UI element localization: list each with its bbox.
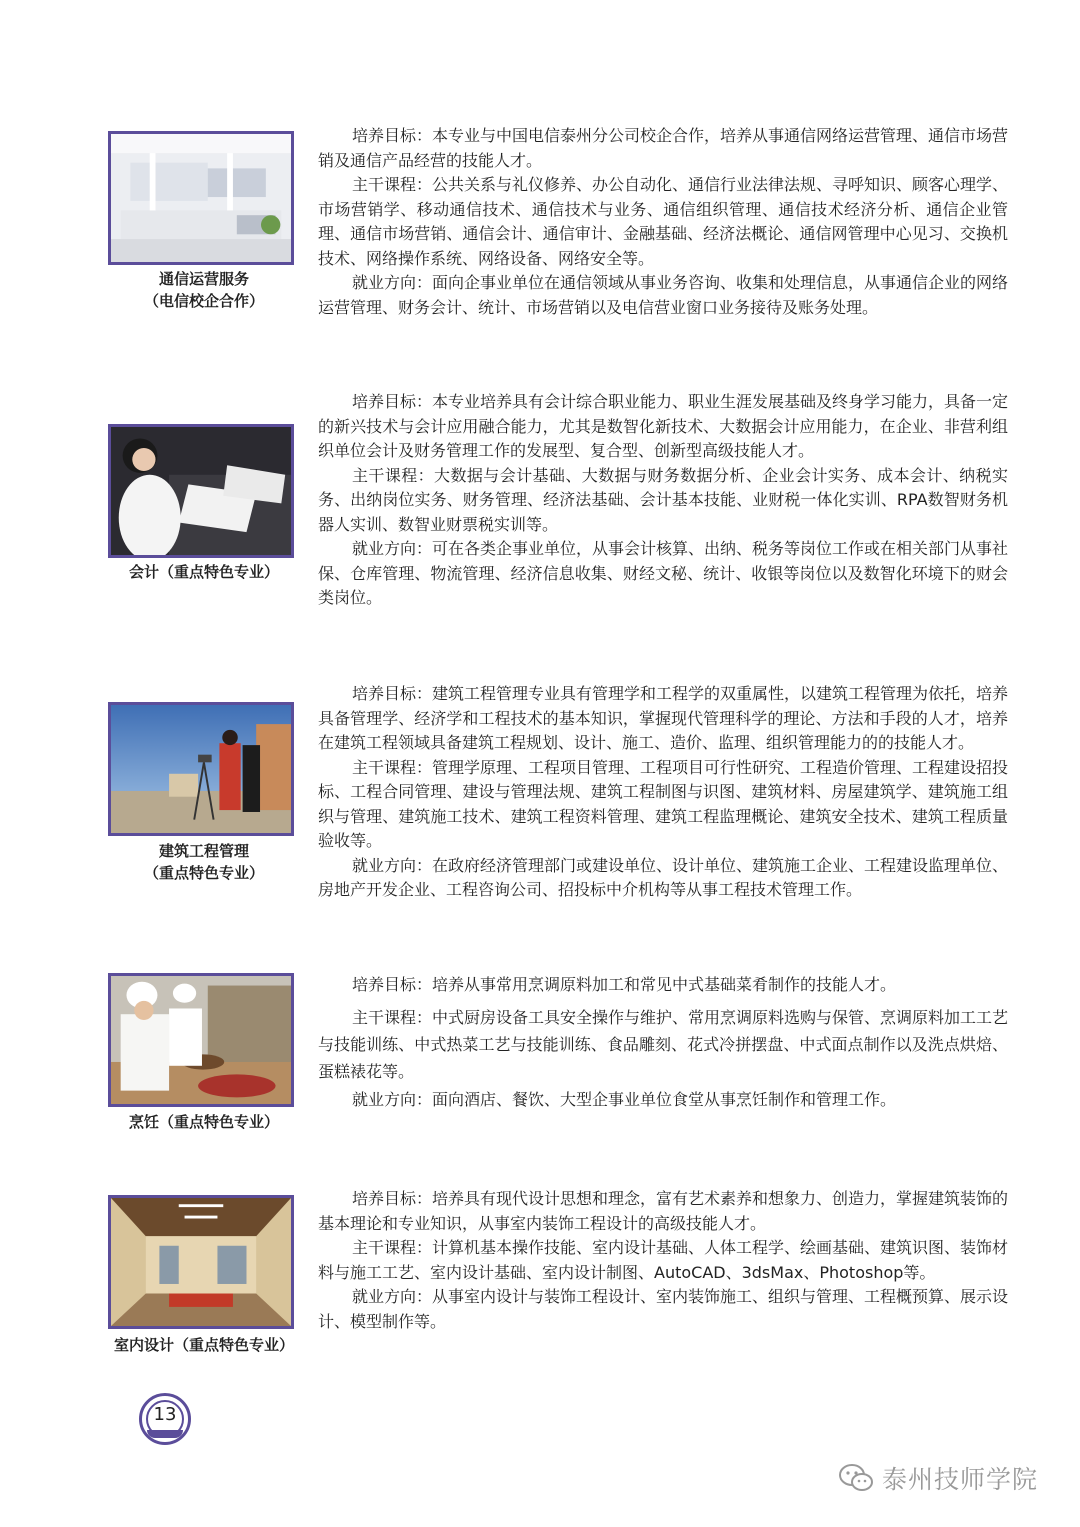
main-courses: 主干课程：计算机基本操作技能、室内设计基础、人体工程学、绘画基础、建筑识图、装饰材料与施工工艺、室内设计基础、室内设计制图、AutoCAD、3dsMax、Photoshop等。 bbox=[318, 1238, 1009, 1282]
main-courses: 主干课程：公共关系与礼仪修养、办公自动化、通信行业法律法规、寻呼知识、顾客心理学、市场营销学、移动通信技术、通信技术与业务、通信组织管理、通信技术经济分析、通信企业管理、通信市场营销、通信会计、通信审计、金融基础、经济法概论、通信网管理中心见习、交换机技术、网络操作系统、网络设备、网络安全等。 bbox=[318, 175, 1009, 268]
program-description bbox=[318, 682, 1008, 903]
caption-line: 室内设计（重点特色专业） bbox=[113, 1336, 294, 1354]
program-description bbox=[318, 1187, 1008, 1334]
watermark-text: 泰州技师学院 bbox=[882, 1465, 1039, 1494]
career-direction: 就业方向：从事室内设计与装饰工程设计、室内装饰施工、组织与管理、工程概预算、展示设计、模型制作等。 bbox=[318, 1287, 1009, 1331]
caption-line: （重点特色专业） bbox=[143, 864, 264, 882]
page-number: 13 bbox=[146, 1400, 184, 1438]
caption-line: 会计（重点特色专业） bbox=[128, 563, 279, 581]
caption-line: 通信运营服务 bbox=[158, 270, 249, 288]
program-photo-wrap bbox=[108, 702, 300, 836]
construction-survey-photo bbox=[108, 702, 294, 836]
training-goal: 培养目标：培养具有现代设计思想和理念，富有艺术素养和想象力、创造力，掌握建筑装饰的基本理论和专业知识，从事室内装饰工程设计的高级技能人才。 bbox=[318, 1189, 1009, 1233]
program-description bbox=[318, 973, 1008, 1112]
program-caption bbox=[98, 268, 310, 312]
cooking-class-photo bbox=[108, 973, 294, 1107]
page-number-band bbox=[147, 1430, 183, 1438]
program-caption bbox=[98, 1111, 310, 1133]
career-direction: 就业方向：面向酒店、餐饮、大型企事业单位食堂从事烹饪制作和管理工作。 bbox=[352, 1089, 897, 1109]
program-caption bbox=[98, 840, 310, 884]
training-goal: 培养目标：培养从事常用烹调原料加工和常见中式基础菜肴制作的技能人才。 bbox=[352, 975, 897, 994]
program-photo-wrap bbox=[108, 1195, 300, 1329]
career-direction: 就业方向：可在各类企事业单位，从事会计核算、出纳、税务等岗位工作或在相关部门从事社保、仓库管理、物流管理、经济信息收集、财经文秘、统计、收银等岗位以及数智化环境下的财会类岗位。 bbox=[318, 539, 1009, 607]
career-direction: 就业方向：在政府经济管理部门或建设单位、设计单位、建筑施工企业、工程建设监理单位、房地产开发企业、工程咨询公司、招投标中介机构等从事工程技术管理工作。 bbox=[318, 855, 1009, 899]
caption-line: （电信校企合作） bbox=[143, 292, 264, 310]
wechat-icon bbox=[838, 1463, 874, 1493]
program-caption bbox=[98, 561, 310, 583]
training-goal: 培养目标：建筑工程管理专业具有管理学和工程学的双重属性，以建筑工程管理为依托，培养具备管理学、经济学和工程技术的基本知识，掌握现代管理科学的理论、方法和手段的人才，培养在建筑工程领域具备建筑工程规划、设计、施工、造价、监理、组织管理能力的的技能人才。 bbox=[318, 684, 1009, 752]
telecom-hall-photo bbox=[108, 131, 294, 265]
career-direction: 就业方向：面向企事业单位在通信领域从事业务咨询、收集和处理信息，从事通信企业的网络运营管理、财务会计、统计、市场营销以及电信营业窗口业务接待及账务处理。 bbox=[318, 273, 1009, 317]
accounting-student-photo bbox=[108, 424, 294, 558]
program-description bbox=[318, 390, 1008, 611]
program-caption bbox=[98, 1334, 310, 1356]
program-photo-wrap bbox=[108, 131, 300, 265]
training-goal: 培养目标：本专业培养具有会计综合职业能力、职业生涯发展基础及终身学习能力，具备一定的新兴技术与会计应用融合能力，尤其是数智化新技术、大数据会计应用能力，在企业、非营利组织单位会计及财务管理工作的发展型、复合型、创新型高级技能人才。 bbox=[318, 392, 1009, 460]
program-description bbox=[318, 124, 1008, 320]
program-photo-wrap bbox=[108, 973, 300, 1107]
main-courses: 主干课程：大数据与会计基础、大数据与财务数据分析、企业会计实务、成本会计、纳税实务、出纳岗位实务、财务管理、经济法基础、会计基本技能、业财税一体化实训、RPA数智财务机器人实训、数智业财票税实训等。 bbox=[318, 465, 1008, 534]
page-number-badge bbox=[139, 1393, 191, 1445]
caption-line: 建筑工程管理 bbox=[158, 842, 249, 860]
caption-line: 烹饪（重点特色专业） bbox=[128, 1113, 279, 1131]
interior-design-rendering bbox=[108, 1195, 294, 1329]
training-goal: 培养目标：本专业与中国电信泰州分公司校企合作，培养从事通信网络运营管理、通信市场营销及通信产品经营的技能人才。 bbox=[318, 126, 1009, 170]
program-photo-wrap bbox=[108, 424, 300, 558]
account-watermark bbox=[838, 1460, 1038, 1496]
main-courses: 主干课程：中式厨房设备工具安全操作与维护、常用烹调原料选购与保管、烹调原料加工工艺与技能训练、中式热菜工艺与技能训练、食品雕刻、花式冷拼摆盘、中式面点制作以及洗点烘焙、蛋糕裱花等。 bbox=[318, 1007, 1009, 1081]
main-courses: 主干课程：管理学原理、工程项目管理、工程项目可行性研究、工程造价管理、工程建设招投标、工程合同管理、建设与管理法规、建筑工程制图与识图、建筑材料、房屋建筑学、建筑施工组织与管理、建筑施工技术、建筑工程资料管理、建筑工程监理概论、建筑安全技术、建筑工程质量验收等。 bbox=[318, 757, 1009, 850]
